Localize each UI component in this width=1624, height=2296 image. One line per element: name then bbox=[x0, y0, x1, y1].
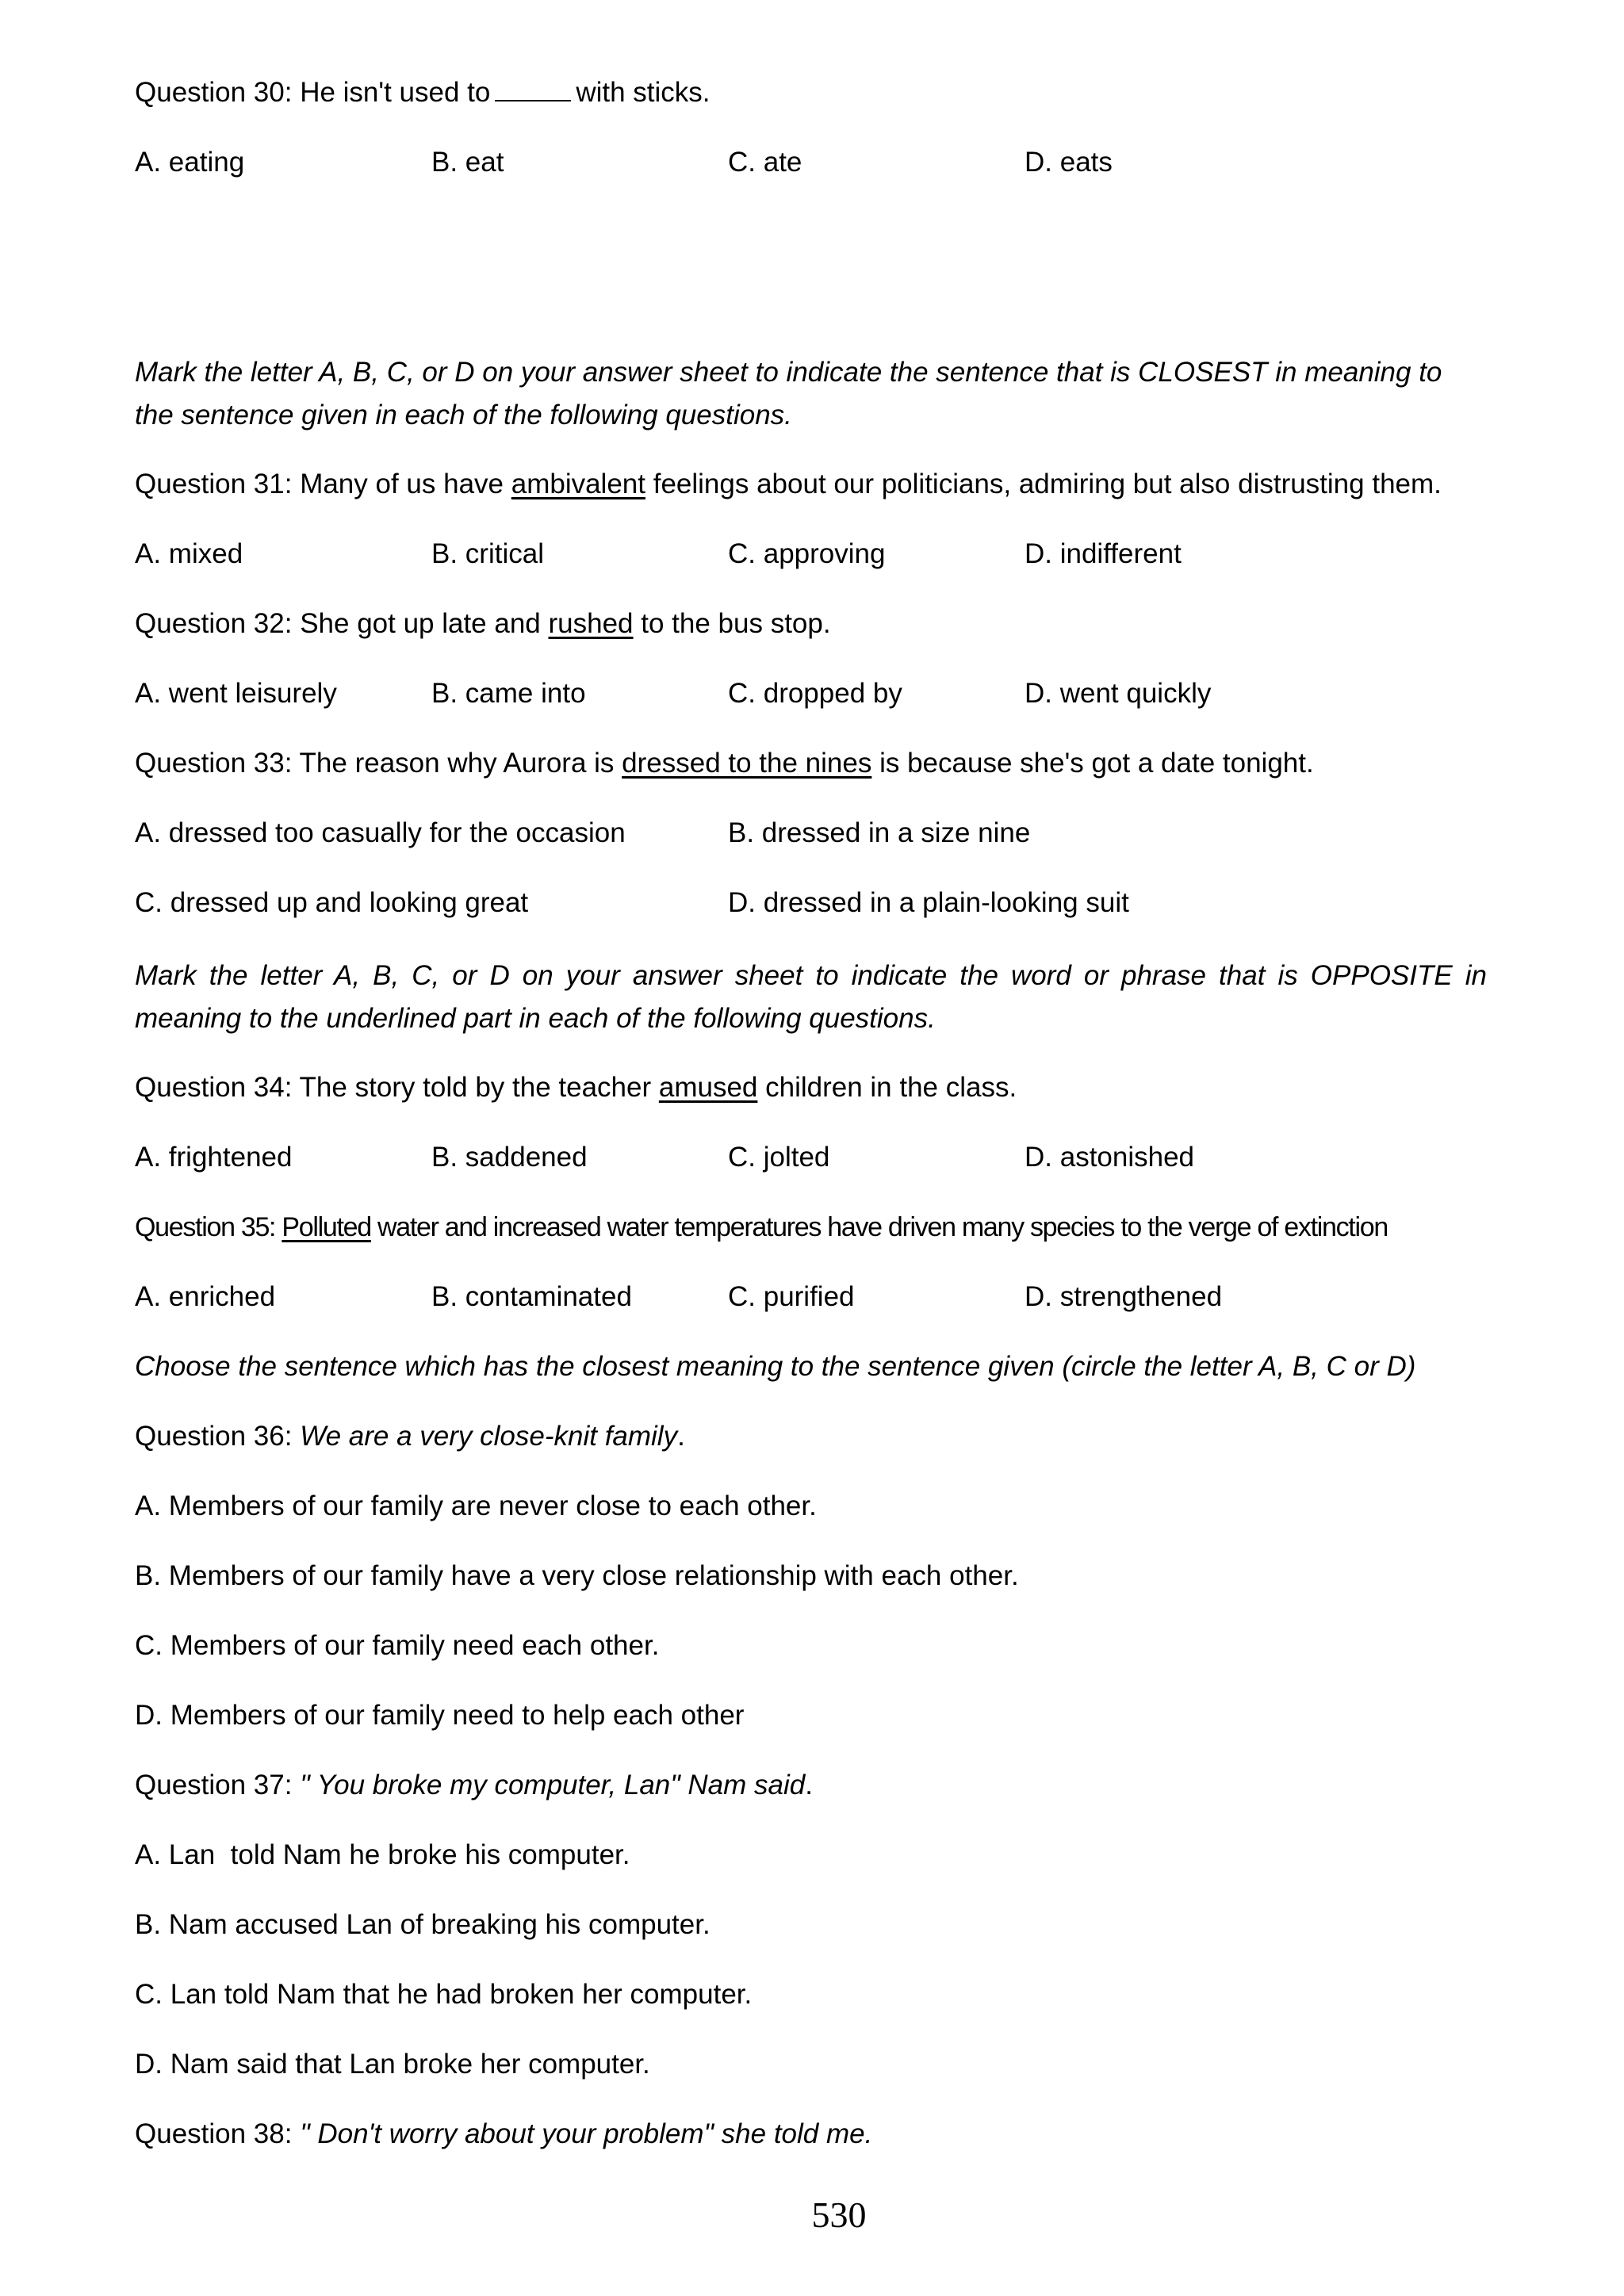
q34-option-c: C. jolted bbox=[728, 1142, 830, 1173]
underlined-phrase: dressed to the nines bbox=[622, 748, 872, 779]
answer-blank bbox=[495, 76, 571, 101]
question-35-stem-end: water and increased water temperatures have driven many species to the verge of extinction bbox=[370, 1212, 1388, 1242]
q31-option-c: C. approving bbox=[728, 538, 886, 569]
question-38-sentence: " Don't worry about your problem" she told me. bbox=[300, 2118, 873, 2149]
instruction-closest: Mark the letter A, B, C, or D on your answer sheet to indicate the sentence that is CLOSEST in meaning to the sentence given in each of the following questions. bbox=[135, 357, 1442, 430]
question-36 bbox=[135, 1415, 685, 1458]
question-31 bbox=[135, 463, 1442, 506]
underlined-word: Polluted bbox=[282, 1212, 371, 1242]
q31-option-b: B. critical bbox=[431, 538, 544, 569]
q31-option-a: A. mixed bbox=[135, 538, 243, 569]
q32-option-c: C. dropped by bbox=[728, 678, 902, 709]
q33-option-d: D. dressed in a plain-looking suit bbox=[728, 887, 1129, 918]
question-34-stem: Question 34: The story told by the teacher bbox=[135, 1072, 659, 1103]
question-36-stem: Question 36: bbox=[135, 1421, 301, 1452]
question-33-stem-end: is because she's got a date tonight. bbox=[871, 748, 1314, 779]
q37-option-b: B. Nam accused Lan of breaking his computer. bbox=[135, 1909, 710, 1940]
question-33 bbox=[135, 742, 1314, 785]
question-37-sentence: " You broke my computer, Lan" Nam said bbox=[300, 1770, 806, 1800]
question-34 bbox=[135, 1066, 1017, 1109]
page-number: 530 bbox=[811, 2195, 867, 2235]
question-36-sentence: We are a very close-knit family bbox=[300, 1421, 678, 1452]
q35-option-b: B. contaminated bbox=[431, 1281, 632, 1312]
question-31-stem-end: feelings about our politicians, admiring but also distrusting them. bbox=[645, 469, 1442, 499]
question-32-stem-end: to the bus stop. bbox=[633, 608, 831, 639]
question-30-stem-end: with sticks. bbox=[576, 77, 710, 108]
q35-option-a: A. enriched bbox=[135, 1281, 276, 1312]
q35-option-d: D. strengthened bbox=[1025, 1281, 1223, 1312]
question-34-stem-end: children in the class. bbox=[757, 1072, 1017, 1103]
question-32 bbox=[135, 603, 831, 645]
q30-option-d: D. eats bbox=[1025, 147, 1113, 178]
q30-option-c: C. ate bbox=[728, 147, 802, 178]
q37-option-c: C. Lan told Nam that he had broken her computer. bbox=[135, 1979, 753, 2010]
q35-option-c: C. purified bbox=[728, 1281, 855, 1312]
question-31-stem: Question 31: Many of us have bbox=[135, 469, 511, 499]
question-30 bbox=[135, 71, 710, 114]
q30-option-a: A. eating bbox=[135, 147, 245, 178]
q37-option-a: A. Lan told Nam he broke his computer. bbox=[135, 1839, 630, 1870]
instruction-opposite: Mark the letter A, B, C, or D on your answer sheet to indicate the word or phrase that is OPPOSITE in meaning to the underlined part in each of the following questions. bbox=[135, 960, 1487, 1034]
q34-option-a: A. frightened bbox=[135, 1142, 293, 1173]
q36-option-d: D. Members of our family need to help each other bbox=[135, 1700, 745, 1731]
q33-option-b: B. dressed in a size nine bbox=[728, 817, 1031, 848]
question-35-stem: Question 35: bbox=[135, 1212, 282, 1242]
question-37-stem: Question 37: bbox=[135, 1770, 301, 1800]
question-37-stem-end: . bbox=[805, 1770, 813, 1800]
question-38 bbox=[135, 2113, 872, 2156]
q33-option-c: C. dressed up and looking great bbox=[135, 887, 529, 918]
q34-option-d: D. astonished bbox=[1025, 1142, 1195, 1173]
question-38-stem: Question 38: bbox=[135, 2118, 301, 2149]
question-35 bbox=[135, 1206, 1388, 1249]
question-37 bbox=[135, 1764, 813, 1807]
q30-option-b: B. eat bbox=[431, 147, 504, 178]
question-36-stem-end: . bbox=[677, 1421, 685, 1452]
q32-option-b: B. came into bbox=[431, 678, 586, 709]
underlined-word: amused bbox=[658, 1072, 758, 1103]
q32-option-d: D. went quickly bbox=[1025, 678, 1212, 709]
q31-option-d: D. indifferent bbox=[1025, 538, 1182, 569]
underlined-word: rushed bbox=[548, 608, 634, 639]
question-32-stem: Question 32: She got up late and bbox=[135, 608, 549, 639]
instruction-choose: Choose the sentence which has the closest meaning to the sentence given (circle the letter A, B, C or D) bbox=[135, 1351, 1416, 1382]
q36-option-a: A. Members of our family are never close to each other. bbox=[135, 1490, 817, 1521]
underlined-word: ambivalent bbox=[511, 469, 645, 499]
q36-option-b: B. Members of our family have a very close relationship with each other. bbox=[135, 1560, 1019, 1591]
q36-option-c: C. Members of our family need each other. bbox=[135, 1630, 660, 1661]
q37-option-d: D. Nam said that Lan broke her computer. bbox=[135, 2049, 650, 2080]
q34-option-b: B. saddened bbox=[431, 1142, 588, 1173]
question-30-stem: Question 30: He isn't used to bbox=[135, 77, 491, 108]
q32-option-a: A. went leisurely bbox=[135, 678, 337, 709]
q33-option-a: A. dressed too casually for the occasion bbox=[135, 817, 626, 848]
question-33-stem: Question 33: The reason why Aurora is bbox=[135, 748, 622, 779]
